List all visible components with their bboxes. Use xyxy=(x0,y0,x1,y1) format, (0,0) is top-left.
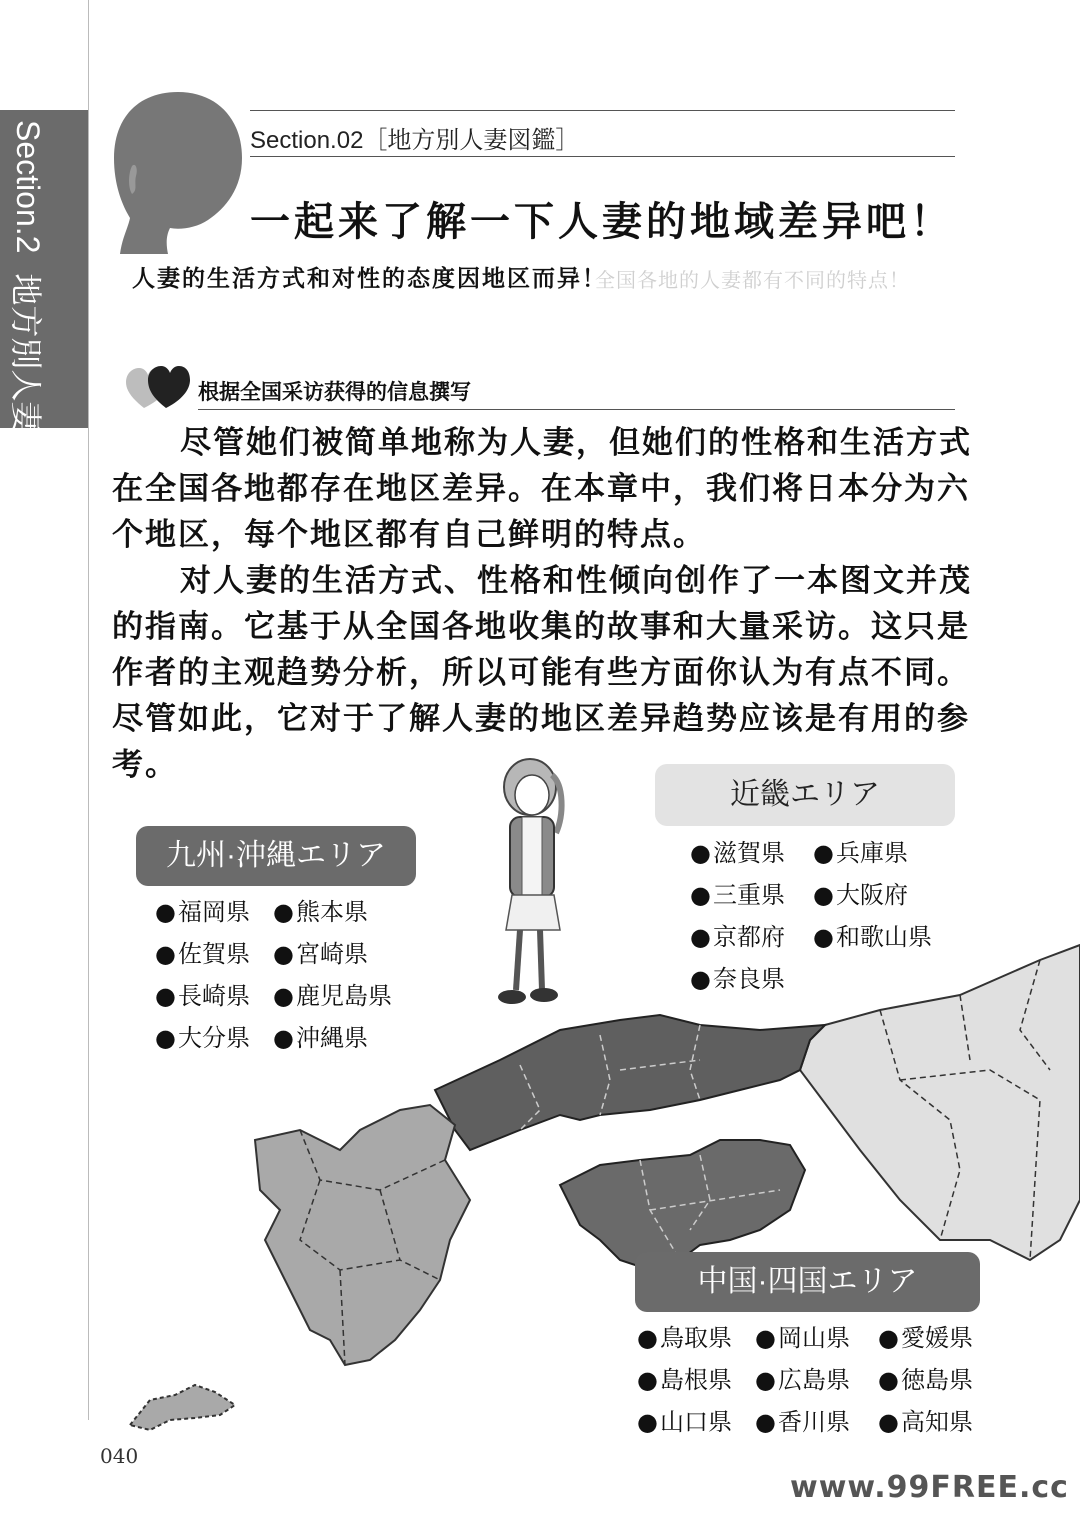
prefecture-item: ● 和歌山県 xyxy=(813,916,953,958)
prefecture-item: ● 兵庫県 xyxy=(813,832,953,874)
subhead-ghost-text: 全国各地的人妻都有不同的特点！ xyxy=(595,268,910,292)
kyushu-area-label xyxy=(136,826,416,886)
page-subhead: 人妻的生活方式和对性的态度因地区而异！ xyxy=(132,266,607,292)
side-tab-title: 地方別人妻図鑑 xyxy=(8,273,44,498)
body-paragraph-2: 对人妻的生活方式、性格和性倾向创作了一本图文并茂的指南。它基于从全国各地收集的故事和大量采访。这只是作者的主观趋势分析，所以可能有些方面你认为有点不同。尽管如此，它对于了解人妻的地区差异趋势应该是有用的参考。 xyxy=(112,563,972,783)
page-number: 040 xyxy=(100,1444,139,1468)
prefecture-item: ● 広島県 xyxy=(755,1359,870,1401)
prefecture-item: ● 徳島県 xyxy=(878,1359,988,1401)
double-heart-icon xyxy=(126,364,190,412)
body-paragraph-1: 尽管她们被简单地称为人妻，但她们的性格和生活方式在全国各地都存在地区差异。在本章中，我们将日本分为六个地区，每个地区都有自己鲜明的特点。 xyxy=(112,425,972,553)
prefecture-item: ● 大阪府 xyxy=(813,874,953,916)
prefecture-item: ● 長崎県 xyxy=(155,975,265,1017)
prefecture-item: ● 高知県 xyxy=(878,1401,988,1443)
prefecture-item: ● 熊本県 xyxy=(273,891,403,933)
side-section-tab xyxy=(0,110,88,498)
kinki-prefecture-list xyxy=(690,832,953,1000)
prefecture-item: ● 大分県 xyxy=(155,1017,265,1059)
prefecture-item: ● 島根県 xyxy=(637,1359,747,1401)
header-rule-top xyxy=(250,110,955,111)
kyushu-area-name: 九州·沖縄エリア xyxy=(166,839,386,872)
watermark: www.99FREE.cc xyxy=(790,1470,1069,1505)
prefecture-item: ● 奈良県 xyxy=(690,958,805,1000)
prefecture-item: ● 岡山県 xyxy=(755,1317,870,1359)
woman-silhouette-icon xyxy=(108,88,248,258)
prefecture-item: ● 香川県 xyxy=(755,1401,870,1443)
prefecture-item: ● 鳥取県 xyxy=(637,1317,747,1359)
kyushu-prefecture-list xyxy=(155,891,403,1059)
map-okinawa-region xyxy=(130,1385,235,1430)
chugoku-shikoku-area-name: 中国·四国エリア xyxy=(697,1265,918,1298)
prefecture-item: ● 佐賀県 xyxy=(155,933,265,975)
info-rule xyxy=(198,409,955,410)
chugoku-shikoku-prefecture-list xyxy=(637,1317,988,1443)
section-label: Section.02［地方別人妻図鑑］ xyxy=(250,127,580,154)
prefecture-item: ● 山口県 xyxy=(637,1401,747,1443)
prefecture-item: ● 京都府 xyxy=(690,916,805,958)
side-tab-text xyxy=(8,120,48,498)
kinki-area-label xyxy=(655,764,955,826)
info-label: 根据全国采访获得的信息撰写 xyxy=(198,380,471,404)
body-text xyxy=(112,420,992,788)
prefecture-item: ● 三重県 xyxy=(690,874,805,916)
page-headline: 一起来了解一下人妻的地域差异吧！ xyxy=(250,199,954,245)
chugoku-shikoku-area-label xyxy=(635,1252,980,1312)
woman-illustration-icon xyxy=(480,755,570,1010)
prefecture-item: ● 宮崎県 xyxy=(273,933,403,975)
side-tab-section: Section.2 xyxy=(10,120,47,254)
map-chugoku-region xyxy=(435,1015,825,1150)
prefecture-item: ● 滋賀県 xyxy=(690,832,805,874)
map-kyushu-region xyxy=(255,1105,470,1365)
kinki-area-name: 近畿エリア xyxy=(730,778,880,811)
prefecture-item: ● 鹿児島県 xyxy=(273,975,403,1017)
prefecture-item: ● 沖縄県 xyxy=(273,1017,403,1059)
prefecture-item: ● 愛媛県 xyxy=(878,1317,988,1359)
prefecture-item: ● 福岡県 xyxy=(155,891,265,933)
header-rule-mid xyxy=(250,156,955,157)
